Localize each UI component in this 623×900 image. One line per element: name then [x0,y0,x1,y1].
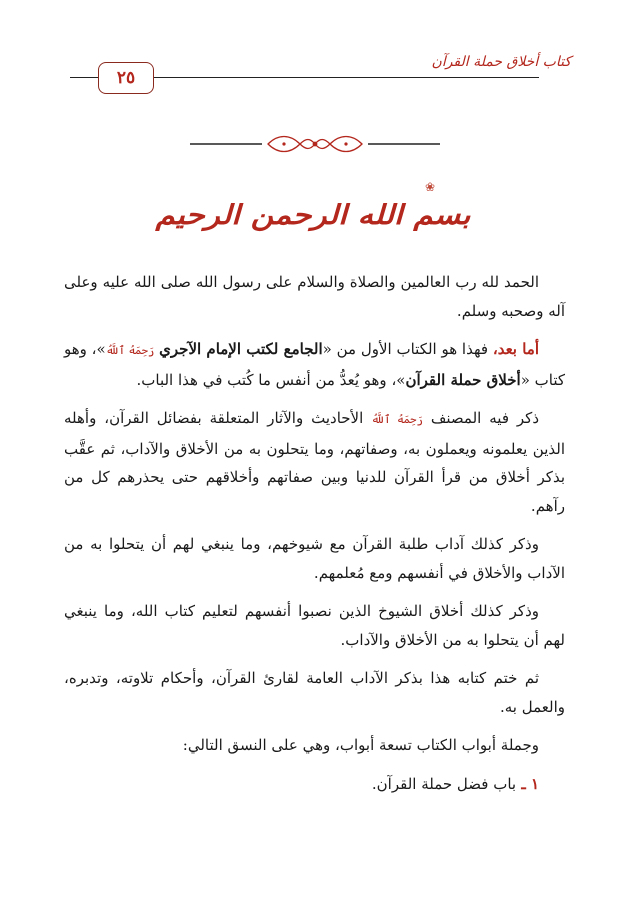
honorific: رَحِمَهُ ٱللَّهُ [105,344,155,357]
header-rule-left [70,77,100,78]
basmala-text: بسم الله الرحمن الرحيم [155,199,470,231]
book-title-jami: الجامع لكتب الإمام الآجري [159,340,323,358]
page-number [98,62,154,94]
paragraph-text: الأحاديث والآثار المتعلقة بفضائل القرآن، وأهله الذين يعلمونه ويعملون به، وصفاتهم، وما يتحلون به من الأخلاق والآداب، ثم عقَّب بذكر أخلاق من قرأ القرآن للدنيا وبين صفاتهم وأخلاقهم حتى يحذرهم كل من رآهم. [64,409,565,515]
page-number-text: ٢٥ [116,68,136,88]
paragraph-2 [64,335,565,394]
paragraph-lead: أما بعد، [492,340,539,358]
ornament-divider-icon [190,132,440,156]
paragraph-text: فهذا هو الكتاب الأول من « [322,340,493,358]
paragraph-text: ذكر فيه المصنف [422,409,539,427]
basmala [155,180,470,250]
paragraph-7: وجملة أبواب الكتاب تسعة أبواب، وهي على النسق التالي: [182,736,539,754]
honorific: رَحِمَهُ ٱللَّهُ [371,413,423,426]
body-text [64,268,565,798]
list-item [64,770,565,799]
paragraph-4: وذكر كذلك آداب طلبة القرآن مع شيوخهم، وما ينبغي لهم أن يتحلوا به من الآداب والأخلاق في أنفسهم ومع مُعلمهم. [64,535,565,582]
paragraph-text: »، وهو كتاب « [64,340,565,389]
list-item-number: ١ [530,774,539,793]
book-title-akhlaq: أخلاق حملة القرآن [405,370,521,389]
paragraph-text: »، وهو يُعدُّ من أنفس ما كُتب في هذا الباب. [136,370,406,389]
list-item-title: باب فضل حملة القرآن. [371,774,517,793]
basmala-flourish-icon: ❀ [424,180,435,194]
header-rule [150,77,539,78]
paragraph-3 [64,404,565,520]
paragraph-5: وذكر كذلك أخلاق الشيوخ الذين نصبوا أنفسهم لتعليم كتاب الله، وما ينبغي لهم أن يتحلوا به من الأخلاق والآداب. [64,602,565,649]
paragraph-1: الحمد لله رب العالمين والصلاة والسلام على رسول الله صلى الله عليه وعلى آله وصحبه وسلم. [64,273,565,320]
paragraph-6: ثم ختم كتابه هذا بذكر الآداب العامة لقارئ القرآن، وأحكام تلاوته، وتدبره، والعمل به. [64,669,565,716]
running-title: كتاب أخلاق حملة القرآن [431,54,571,70]
list-item-dash: ـ [516,774,531,793]
